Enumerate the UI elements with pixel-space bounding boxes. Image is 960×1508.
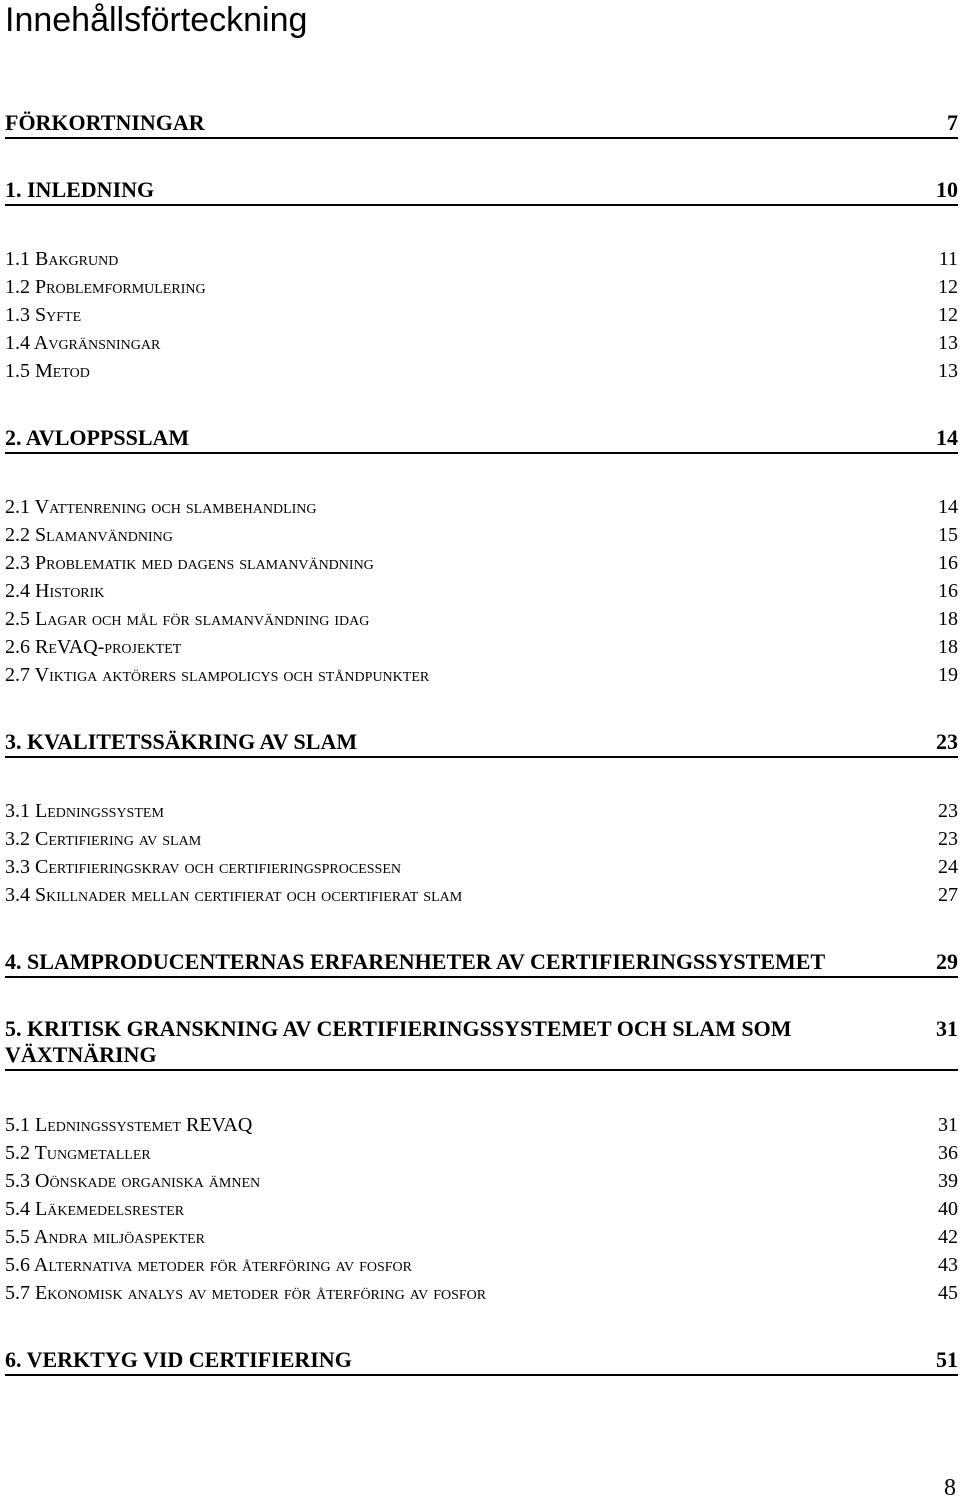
- toc-page: 40: [938, 1198, 958, 1220]
- toc-label: 4. SLAMPRODUCENTERNAS ERFARENHETER AV CERTIFIERINGSSYSTEMET: [5, 949, 826, 974]
- toc-page: 31: [936, 1016, 958, 1041]
- toc-label: 5.6 Alternativa metoder för återföring av fosfor: [5, 1254, 412, 1276]
- toc-page: 18: [938, 608, 958, 630]
- toc-page: 15: [938, 524, 958, 546]
- toc-page: 43: [938, 1254, 958, 1276]
- toc-page: 19: [938, 664, 958, 686]
- toc-chapter[interactable]: [5, 1347, 958, 1376]
- toc-chapter[interactable]: [5, 1016, 958, 1071]
- toc-label: 1.1 Bakgrund: [5, 248, 119, 270]
- toc-section[interactable]: [5, 1280, 958, 1306]
- toc-label: 3.1 Ledningssystem: [5, 800, 164, 822]
- toc-page: 39: [938, 1170, 958, 1192]
- toc-page: 42: [938, 1226, 958, 1248]
- toc-label: 3.2 Certifiering av slam: [5, 828, 202, 850]
- toc-label: 3. KVALITETSSÄKRING AV SLAM: [5, 729, 358, 754]
- toc-page: 29: [936, 949, 958, 974]
- toc-label: 1.4 Avgränsningar: [5, 332, 161, 354]
- toc-section[interactable]: [5, 826, 958, 852]
- toc-page: 13: [938, 360, 958, 382]
- toc-page: 14: [936, 425, 958, 450]
- toc-section[interactable]: [5, 578, 958, 604]
- toc-page: 14: [938, 496, 958, 518]
- toc-label: 5.3 Oönskade organiska ämnen: [5, 1170, 261, 1192]
- toc-section[interactable]: [5, 330, 958, 356]
- toc-section[interactable]: [5, 358, 958, 384]
- toc-label: 5.7 Ekonomisk analys av metoder för återföring av fosfor: [5, 1282, 487, 1304]
- toc-label: 5.1 Ledningssystemet REVAQ: [5, 1114, 253, 1136]
- toc-page: 12: [938, 276, 958, 298]
- toc-label: 1.3 Syfte: [5, 304, 82, 326]
- toc-section[interactable]: [5, 634, 958, 660]
- toc-page: 18: [938, 636, 958, 658]
- toc-page: 7: [947, 110, 958, 135]
- toc-page: 45: [938, 1282, 958, 1304]
- toc-label: 2.6 ReVAQ-projektet: [5, 636, 182, 658]
- toc-label: 3.4 Skillnader mellan certifierat och ocertifierat slam: [5, 884, 463, 906]
- page-title: Innehållsförteckning: [5, 1, 308, 39]
- toc-section[interactable]: [5, 662, 958, 688]
- toc-page: 11: [938, 248, 958, 270]
- toc-chapter[interactable]: [5, 425, 958, 454]
- toc-page: 10: [936, 177, 958, 202]
- toc-label: 1. INLEDNING: [5, 177, 155, 202]
- toc-section[interactable]: [5, 1112, 958, 1138]
- toc-label: 6. VERKTYG VID CERTIFIERING: [5, 1347, 352, 1372]
- toc-page: 16: [938, 580, 958, 602]
- toc-page: 23: [938, 800, 958, 822]
- toc-label: 2. AVLOPPSSLAM: [5, 425, 190, 450]
- toc-section[interactable]: [5, 522, 958, 548]
- toc-label: 5.5 Andra miljöaspekter: [5, 1226, 206, 1248]
- toc-section[interactable]: [5, 1252, 958, 1278]
- toc-section[interactable]: [5, 1140, 958, 1166]
- toc-chapter[interactable]: [5, 110, 958, 139]
- toc-label: 2.2 Slamanvändning: [5, 524, 173, 546]
- toc-label: FÖRKORTNINGAR: [5, 110, 205, 135]
- page-number: 8: [944, 1475, 956, 1501]
- toc-section[interactable]: [5, 302, 958, 328]
- toc-chapter[interactable]: [5, 949, 958, 978]
- toc-page: 31: [938, 1114, 958, 1136]
- toc-page: 16: [938, 552, 958, 574]
- toc-label: 1.5 Metod: [5, 360, 90, 382]
- toc-section[interactable]: [5, 1224, 958, 1250]
- toc-page: 27: [938, 884, 958, 906]
- toc-section[interactable]: [5, 1168, 958, 1194]
- toc-label: 2.4 Historik: [5, 580, 105, 602]
- toc-section[interactable]: [5, 882, 958, 908]
- toc-section[interactable]: [5, 854, 958, 880]
- toc-label: 2.5 Lagar och mål för slamanvändning idag: [5, 608, 370, 630]
- toc-label: 2.7 Viktiga aktörers slampolicys och ståndpunkter: [5, 664, 430, 686]
- toc-page: 36: [938, 1142, 958, 1164]
- toc-chapter[interactable]: [5, 177, 958, 206]
- toc-section[interactable]: [5, 1196, 958, 1222]
- toc-section[interactable]: [5, 494, 958, 520]
- toc-section[interactable]: [5, 246, 958, 272]
- toc-label: 5.2 Tungmetaller: [5, 1142, 151, 1164]
- toc-section[interactable]: [5, 274, 958, 300]
- toc-label: 1.2 Problemformulering: [5, 276, 206, 298]
- toc-section[interactable]: [5, 798, 958, 824]
- toc-label: 3.3 Certifieringskrav och certifieringsprocessen: [5, 856, 401, 878]
- toc-page: 23: [938, 828, 958, 850]
- toc-label: 5. KRITISK GRANSKNING AV CERTIFIERINGSSYSTEMET OCH SLAM SOM VÄXTNÄRING: [5, 1016, 792, 1067]
- toc-section[interactable]: [5, 550, 958, 576]
- toc-page: 24: [938, 856, 958, 878]
- toc-chapter[interactable]: [5, 729, 958, 758]
- toc-label: 2.1 Vattenrening och slambehandling: [5, 496, 317, 518]
- toc-page: 12: [938, 304, 958, 326]
- toc-page: 13: [938, 332, 958, 354]
- toc-page: 51: [936, 1347, 958, 1372]
- toc-section[interactable]: [5, 606, 958, 632]
- toc-label: 2.3 Problematik med dagens slamanvändning: [5, 552, 374, 574]
- toc-page: 23: [936, 729, 958, 754]
- toc-label: 5.4 Läkemedelsrester: [5, 1198, 185, 1220]
